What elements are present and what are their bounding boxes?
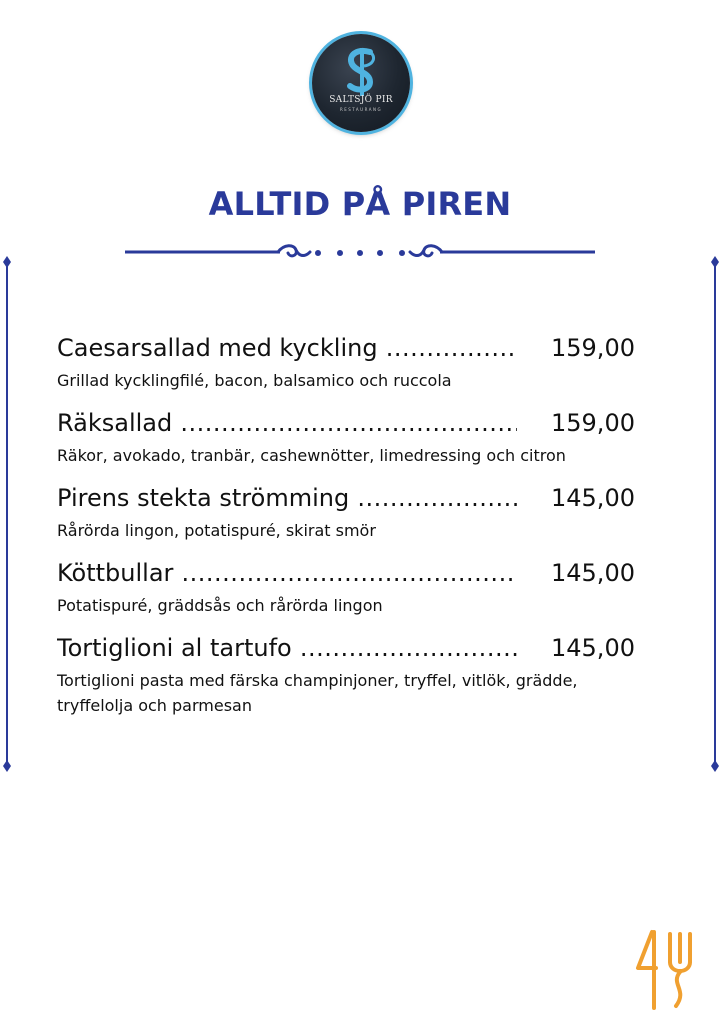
fork-logo-icon xyxy=(630,928,706,1012)
menu-item-price: 145,00 xyxy=(551,484,635,512)
menu-item xyxy=(57,634,657,718)
menu-item-price: 145,00 xyxy=(551,634,635,662)
right-border-line xyxy=(710,256,720,772)
page-title: ALLTID PÅ PIREN xyxy=(208,185,512,223)
menu-item xyxy=(57,409,657,468)
menu-item-description: Tortiglioni pasta med färska champinjoner, tryffel, vitlök, grädde, tryffelolja och parmesan xyxy=(57,671,578,715)
menu-item-name: Caesarsallad med kyckling ..... xyxy=(57,334,517,362)
menu-item-price: 145,00 xyxy=(551,559,635,587)
menu-item-price: 159,00 xyxy=(551,409,635,437)
menu-item-description: Rårörda lingon, potatispuré, skirat smör xyxy=(57,521,376,540)
menu-item-description: Grillad kycklingfilé, bacon, balsamico och ruccola xyxy=(57,371,452,390)
menu-item-description: Räkor, avokado, tranbär, cashewnötter, limedressing och citron xyxy=(57,446,566,465)
menu-item-name: Pirens stekta strömming ..... xyxy=(57,484,517,512)
menu-list xyxy=(57,334,657,718)
menu-item xyxy=(57,484,657,543)
menu-item xyxy=(57,559,657,618)
menu-item xyxy=(57,334,657,393)
left-border-line xyxy=(2,256,12,772)
menu-item-price: 159,00 xyxy=(551,334,635,362)
logo-subtitle: RESTAURANG xyxy=(339,107,383,112)
menu-item-name: Tortiglioni al tartufo ..... xyxy=(57,634,517,662)
scroll-divider-icon xyxy=(120,236,600,270)
menu-item-name: Räksallad ..... xyxy=(57,409,517,437)
restaurant-logo xyxy=(312,34,410,132)
logo-name: SALTSJÖ PIR xyxy=(329,95,393,105)
menu-item-name: Köttbullar ..... xyxy=(57,559,517,587)
monogram-icon xyxy=(312,34,410,132)
menu-item-description: Potatispuré, gräddsås och rårörda lingon xyxy=(57,596,383,615)
